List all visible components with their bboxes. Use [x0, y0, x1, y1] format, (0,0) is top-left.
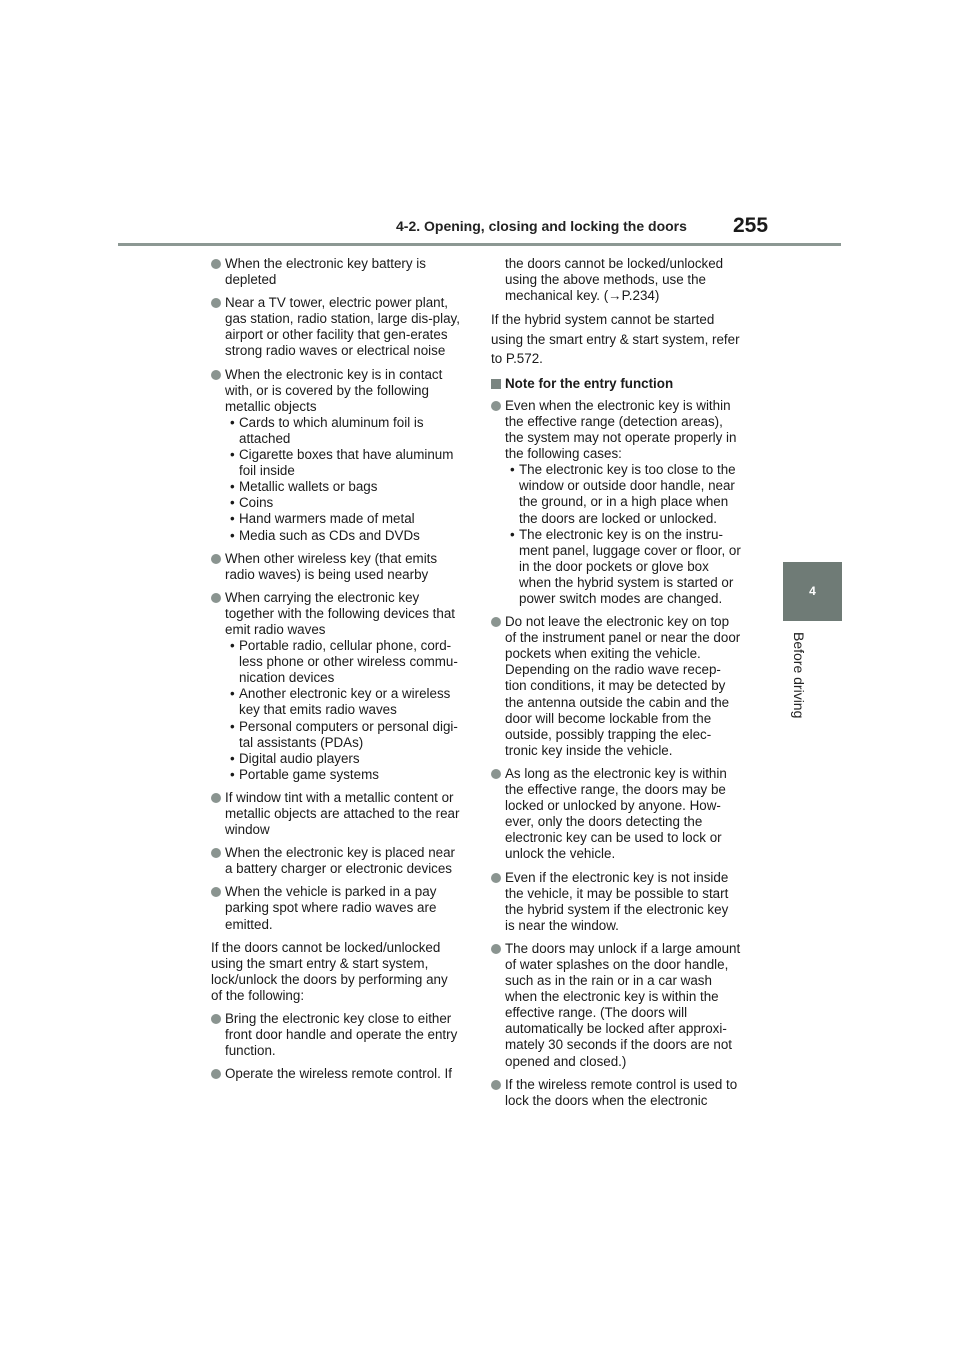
- bullet-item: Even when the electronic key is within the effective range (detection areas), the system may not operate properly in the following cases: • The electronic key is too close to the window or outside door handle, near the ground, or in a high place when the doors are locked or unlocked. • The electronic key is on the instru-ment panel, luggage cover or floor, or in the door pockets or glove box when the hybrid system is started or power switch modes are changed.: [491, 398, 741, 607]
- bullet-dot-icon: [211, 887, 221, 897]
- bullet-item: If the wireless remote control is used to lock the doors when the electronic: [491, 1077, 741, 1109]
- sub-item: • The electronic key is on the instru-ment panel, luggage cover or floor, or in the door pockets or glove box when the hybrid system is started or power switch modes are changed.: [505, 527, 741, 607]
- bullet-item: Operate the wireless remote control. If: [211, 1066, 461, 1082]
- bullet-dot-icon: [211, 370, 221, 380]
- chapter-tab: [783, 562, 842, 621]
- continued-text: the doors cannot be locked/unlocked using the above methods, use the mechanical key. (→P.234): [505, 256, 724, 304]
- section-heading: Note for the entry function: [491, 376, 741, 392]
- bullet-dot-icon: [211, 554, 221, 564]
- bullet-item: Do not leave the electronic key on top of the instrument panel or near the door pockets when exiting the vehicle. Depending on the radio wave recep-tion conditions, it may be detected by the antenna outside the cabin and the door will become lockable from the outside, possibly trapping the elec-tronic key inside the vehicle.: [491, 614, 741, 759]
- sub-item: • Portable game systems: [225, 767, 461, 783]
- bullet-item: When the vehicle is parked in a pay parking spot where radio waves are emitted.: [211, 884, 461, 932]
- sub-item: • Hand warmers made of metal: [225, 511, 461, 527]
- sub-item: • Cards to which aluminum foil is attached: [225, 415, 461, 447]
- bullet-dot-icon: [211, 593, 221, 603]
- bullet-dot-icon: [491, 401, 501, 411]
- sub-item: • Another electronic key or a wireless key that emits radio waves: [225, 686, 461, 718]
- square-marker-icon: [491, 379, 501, 389]
- bullet-dot-icon: [491, 944, 501, 954]
- bullet-dot-icon: [491, 1080, 501, 1090]
- sub-item: • Portable radio, cellular phone, cord-less phone or other wireless commu-nication devices: [225, 638, 461, 686]
- bullet-item: As long as the electronic key is within the effective range, the doors may be locked or unlocked by anyone. How-ever, only the doors detecting the electronic key can be used to lock or unlock the vehicle.: [491, 766, 741, 863]
- sub-item: • Coins: [225, 495, 461, 511]
- bullet-dot-icon: [491, 769, 501, 779]
- bullet-item: When the electronic key is placed near a battery charger or electronic devices: [211, 845, 461, 877]
- bullet-item: When other wireless key (that emits radio waves) is being used nearby: [211, 551, 461, 583]
- bullet-dot-icon: [211, 848, 221, 858]
- bullet-dot-icon: [491, 617, 501, 627]
- bullet-item: When the electronic key battery is depleted: [211, 256, 461, 288]
- bullet-dot-icon: [491, 873, 501, 883]
- sub-item: • Metallic wallets or bags: [225, 479, 461, 495]
- sub-item: • Cigarette boxes that have aluminum foil inside: [225, 447, 461, 479]
- bullet-dot-icon: [211, 259, 221, 269]
- bullet-item: When the electronic key is in contact with, or is covered by the following metallic objects • Cards to which aluminum foil is attached • Cigarette boxes that have aluminum foil inside • Metallic wallets or bags • Coins • Hand warmers made of metal • Media such as CDs and DVDs: [211, 367, 461, 544]
- bullet-dot-icon: [211, 298, 221, 308]
- sub-item: • Media such as CDs and DVDs: [225, 528, 461, 544]
- right-column: [491, 256, 741, 1109]
- bullet-item: If window tint with a metallic content or metallic objects are attached to the rear window: [211, 790, 461, 838]
- sub-item: • Personal computers or personal digi-tal assistants (PDAs): [225, 719, 461, 751]
- bullet-dot-icon: [211, 1014, 221, 1024]
- bullet-item: Near a TV tower, electric power plant, gas station, radio station, large dis-play, airport or other facility that gen-erates strong radio waves or electrical noise: [211, 295, 461, 359]
- sub-item: • Digital audio players: [225, 751, 461, 767]
- header-divider: [118, 243, 841, 246]
- bullet-item: When carrying the electronic key together with the following devices that emit radio waves • Portable radio, cellular phone, cord-less phone or other wireless commu-nication devices • Another electronic key or a wireless key that emits radio waves • Personal computers or personal digi-tal assistants (PDAs) • Digital audio players • Portable game systems: [211, 590, 461, 783]
- paragraph: If the hybrid system cannot be started using the smart entry & start system, refer to P.572.: [491, 312, 740, 367]
- bullet-dot-icon: [211, 793, 221, 803]
- bullet-item: Bring the electronic key close to either front door handle and operate the entry function.: [211, 1011, 461, 1059]
- section-title: 4-2. Opening, closing and locking the doors: [396, 218, 687, 234]
- chapter-label: Before driving: [791, 632, 807, 719]
- bullet-item: The doors may unlock if a large amount of water splashes on the door handle, such as in the rain or in a car wash when the electronic key is within the effective range. (The doors will automatically be locked after approxi-mately 30 seconds if the doors are not opened and closed.): [491, 941, 741, 1070]
- left-column: [211, 256, 461, 1082]
- chapter-number: 4: [809, 584, 816, 598]
- bullet-dot-icon: [211, 1069, 221, 1079]
- page-number: 255: [733, 214, 769, 237]
- paragraph: If the doors cannot be locked/unlocked using the smart entry & start system, lock/unlock the doors by performing any of the following:: [211, 939, 448, 1003]
- sub-item: • The electronic key is too close to the window or outside door handle, near the ground, or in a high place when the doors are locked or unlocked.: [505, 462, 741, 526]
- bullet-item: Even if the electronic key is not inside the vehicle, it may be possible to start the hybrid system if the electronic key is near the window.: [491, 870, 741, 934]
